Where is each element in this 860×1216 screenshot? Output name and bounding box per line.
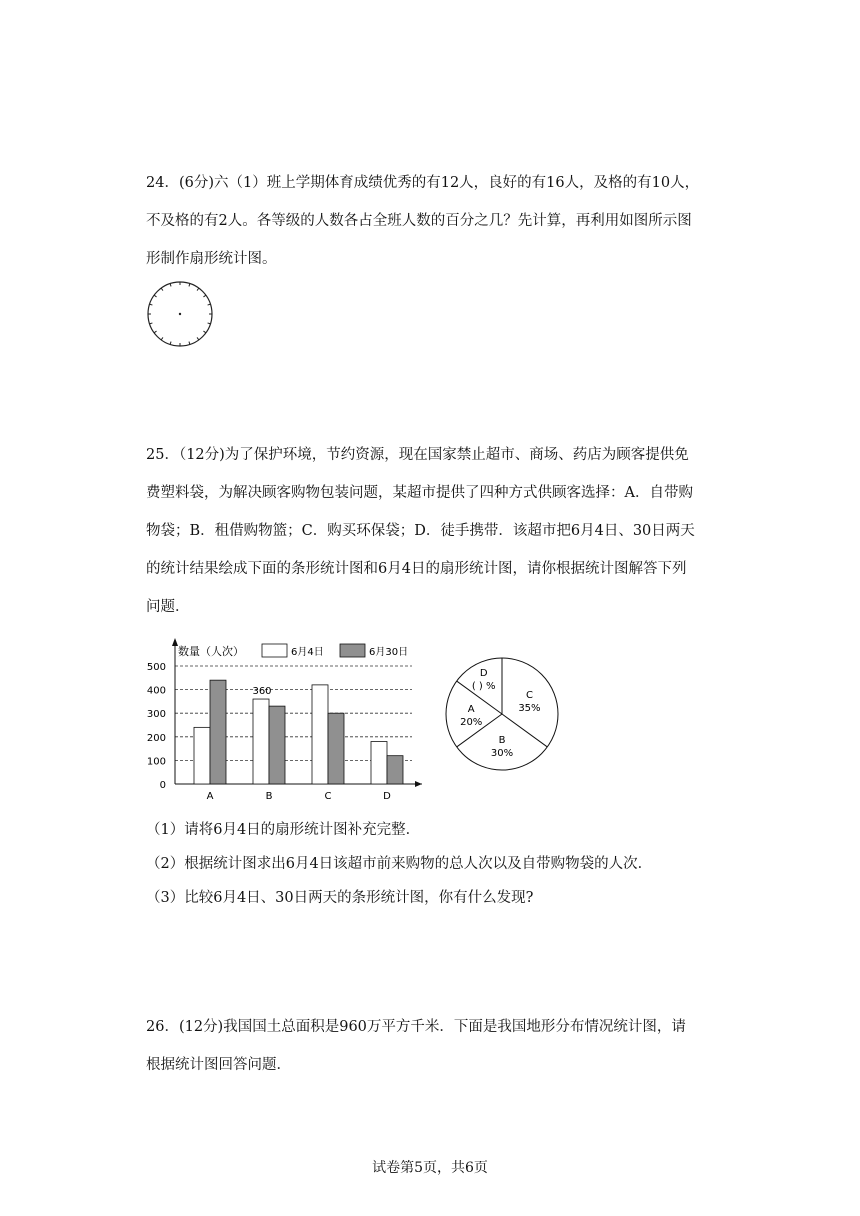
dial-tick [150,304,153,305]
y-tick-label: 400 [146,685,166,697]
bar [371,742,387,784]
dial-tick [150,323,153,324]
pie-slice-percent: 20% [460,717,483,728]
dial-tick [197,288,199,290]
bar [312,685,328,784]
y-tick-label: 500 [146,662,166,673]
pie-slice-label: A [467,704,475,715]
legend-swatch-6-4 [262,644,287,657]
x-axis-arrow [415,781,422,787]
page-footer: 试卷第5页，共6页 [372,1160,488,1176]
dial-tick [161,288,163,290]
y-tick-label: 100 [146,756,166,768]
legend-label-6-4: 6月4日 [291,647,324,658]
y-axis-label: 数量（人次） [178,645,244,658]
blank-dial-circle [140,278,220,358]
pie-slice-label: B [498,734,506,746]
x-tick-label: C [324,791,332,802]
dial-tick [189,284,190,287]
dial-tick [197,337,199,339]
bar [328,713,344,784]
legend-swatch-6-30 [340,644,365,657]
q26-line-2: 根据统计图回答问题． [146,1057,291,1073]
q25-line-4: 的统计结果绘成下面的条形统计图和6月4日的扇形统计图，请你根据统计图解答下列 [146,561,687,577]
bar [387,756,403,784]
y-tick-label: 200 [146,732,166,744]
dial-tick [154,295,156,297]
dial-tick [208,323,211,324]
question-25 [146,436,726,626]
dial-tick [189,342,190,345]
dial-tick [170,284,171,287]
q24-line-1: 24．(6分)六（1）班上学期体育成绩优秀的有12人，良好的有16人，及格的有10人， [146,175,700,191]
q25-line-2: 费塑料袋，为解决顾客购物包装问题，某超市提供了四种方式供顾客选择：A．自带购 [146,485,693,501]
dial-tick [154,331,156,333]
q24-line-3: 形制作扇形统计图。 [146,251,277,267]
bar [210,680,226,784]
dial-tick [203,295,205,297]
dial-tick [203,331,205,333]
bar-chart [140,636,430,806]
pie-slice-percent: 35% [518,703,541,715]
bar [194,727,210,784]
pie-slice-percent: ( ) % [471,681,496,693]
q25-subquestion-2: （2）根据统计图求出6月4日该超市前来购物的总人次以及自带购物袋的人次． [146,856,653,872]
question-24 [146,164,726,278]
q25-line-3: 物袋；B．租借购物篮；C．购买环保袋；D．徒手携带．该超市把6月4日、30日两天 [146,523,695,539]
y-tick-label: 0 [159,780,166,791]
dial-tick [208,304,211,305]
x-tick-label: B [265,791,273,802]
y-tick-label: 300 [146,709,166,721]
dial-tick [170,342,171,345]
dial-tick [161,337,163,339]
q26-line-1: 26．(12分)我国国土总面积是960万平方千米．下面是我国地形分布情况统计图，请 [146,1019,686,1035]
q25-line-5: 问题． [146,599,190,615]
pie-slice-percent: 30% [490,747,514,759]
q24-line-2: 不及格的有2人。各等级的人数各占全班人数的百分之几？先计算，再利用如图所示图 [146,213,692,229]
pie-slice-label: C [525,690,533,702]
q25-subquestion-1: （1）请将6月4日的扇形统计图补充完整． [146,822,421,838]
x-tick-label: D [383,791,391,802]
bar-annotation: 360 [252,686,272,698]
bar [253,699,269,784]
pie-slice-label: D [479,668,488,680]
pie-chart [440,644,570,784]
x-tick-label: A [206,791,214,802]
q25-subquestion-3: （3）比较6月4日、30日两天的条形统计图，你有什么发现? [146,890,534,906]
legend-label-6-30: 6月30日 [369,647,409,658]
question-26 [146,1008,726,1084]
bar [269,706,285,784]
q25-line-1: 25．（12分)为了保护环境，节约资源，现在国家禁止超市、商场、药店为顾客提供免 [146,447,689,463]
